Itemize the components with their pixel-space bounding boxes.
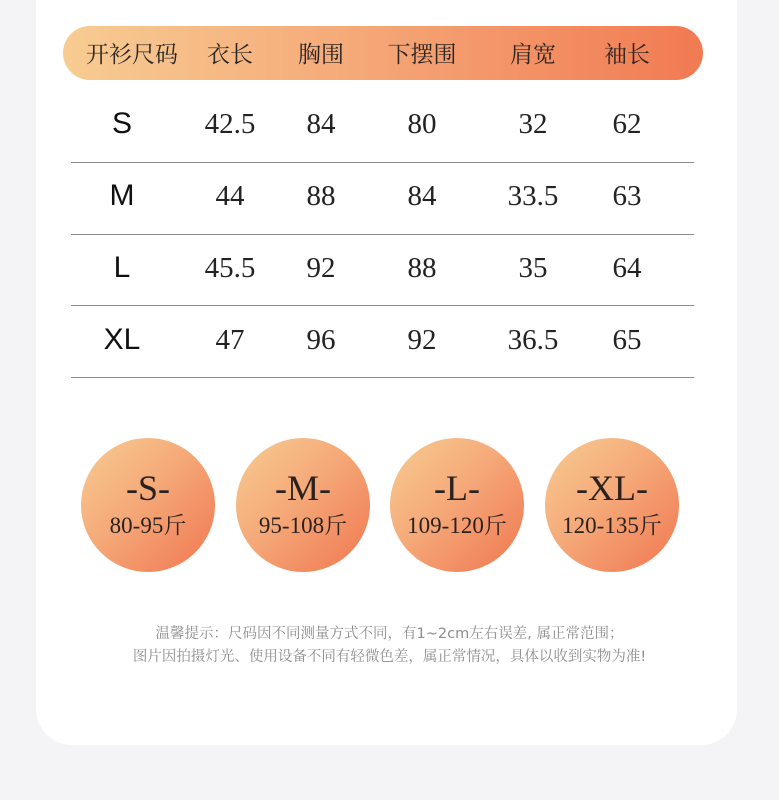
badge-size-label: -XL- bbox=[576, 468, 648, 508]
size-badge-xl bbox=[545, 438, 679, 572]
row-shoulder: 32 bbox=[518, 108, 548, 140]
row-size: M bbox=[109, 179, 135, 212]
row-hem: 92 bbox=[407, 324, 437, 356]
row-divider bbox=[71, 162, 694, 163]
row-sleeve: 65 bbox=[612, 324, 642, 356]
header-length: 衣长 bbox=[207, 42, 253, 68]
size-badge-s bbox=[81, 438, 215, 572]
row-sleeve: 62 bbox=[612, 108, 642, 140]
row-length: 47 bbox=[215, 324, 245, 356]
header-chest: 胸围 bbox=[298, 42, 344, 68]
row-divider bbox=[71, 377, 694, 378]
header-shoulder: 肩宽 bbox=[510, 42, 556, 68]
row-length: 45.5 bbox=[204, 252, 256, 284]
header-hem: 下摆围 bbox=[387, 42, 457, 68]
row-shoulder: 36.5 bbox=[507, 324, 559, 356]
row-hem: 80 bbox=[407, 108, 437, 140]
row-chest: 96 bbox=[306, 324, 336, 356]
row-chest: 92 bbox=[306, 252, 336, 284]
row-hem: 84 bbox=[407, 180, 437, 212]
header-sleeve: 袖长 bbox=[604, 42, 650, 68]
badge-size-label: -S- bbox=[126, 468, 170, 508]
row-divider bbox=[71, 305, 694, 306]
badge-weight-range: 95-108斤 bbox=[258, 513, 348, 538]
badge-size-label: -M- bbox=[275, 468, 331, 508]
row-size: XL bbox=[103, 323, 141, 356]
row-sleeve: 64 bbox=[612, 252, 642, 284]
row-length: 42.5 bbox=[204, 108, 256, 140]
note-color: 图片因拍摄灯光、使用设备不同有轻微色差，属正常情况，具体以收到实物为准! bbox=[132, 649, 647, 665]
size-badge-m bbox=[236, 438, 370, 572]
row-size: S bbox=[111, 107, 133, 140]
row-shoulder: 33.5 bbox=[507, 180, 559, 212]
note-measurement: 温馨提示：尺码因不同测量方式不同，有1~2cm左右误差, 属正常范围； bbox=[155, 626, 624, 642]
header-size: 开衫尺码 bbox=[86, 42, 178, 68]
badge-weight-range: 109-120斤 bbox=[407, 513, 507, 538]
badge-weight-range: 80-95斤 bbox=[109, 513, 187, 538]
row-chest: 88 bbox=[306, 180, 336, 212]
row-chest: 84 bbox=[306, 108, 336, 140]
row-shoulder: 35 bbox=[518, 252, 548, 284]
badge-weight-range: 120-135斤 bbox=[562, 513, 662, 538]
badge-size-label: -L- bbox=[434, 468, 480, 508]
size-badge-l bbox=[390, 438, 524, 572]
row-size: L bbox=[113, 251, 131, 284]
row-length: 44 bbox=[215, 180, 245, 212]
row-divider bbox=[71, 234, 694, 235]
row-sleeve: 63 bbox=[612, 180, 642, 212]
row-hem: 88 bbox=[407, 252, 437, 284]
